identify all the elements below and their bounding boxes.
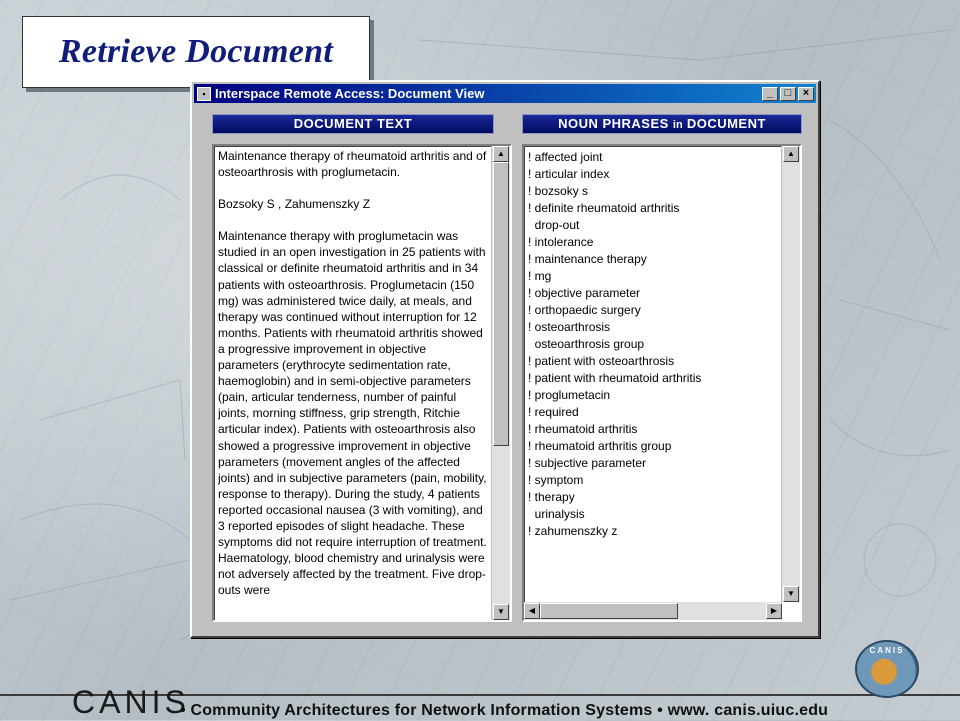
noun-phrase-item[interactable]: ! orthopaedic surgery <box>528 303 641 317</box>
document-abstract: Maintenance therapy with proglumetacin was studied in an open investigation in 25 patients with classical or definite rheumatoid arthritis and in 34 patients with osteoarthrosis. Proglumetacin (150 mg) was administered twice daily, at meals, and therapy was continued without interruption for 12 months. Patients with rheumatoid arthritis showed a progressive improvement in objective parameters (erythrocyte sedimentation rate, haemoglobin) and in semi-objective parameters (pain, articular tenderness, number of painful joints, morning stiffness, grip strength, Ritchie articular index). Patients with osteoarthrosis also showed a progressive improvement in objective parameters (movement angles of the affected joints) and in subjective parameters (pain, mobility, response to therapy). During the study, 4 patients reported occasional nausea (3 with vomiting), and 3 reported episodes of slight headache. These symptoms did not require interruption of treatment. Haematology, blood chemistry and urinalysis were not adversely affected by the treatment. Five drop-outs were <box>218 229 487 598</box>
noun-phrase-item[interactable]: ! mg <box>528 269 552 283</box>
noun-phrase-item[interactable]: ! patient with osteoarthrosis <box>528 354 675 368</box>
document-text-panel[interactable] <box>212 144 512 622</box>
np-horizontal-thumb[interactable] <box>540 603 678 619</box>
footer-brand: CANIS <box>72 684 190 720</box>
noun-phrase-list[interactable] <box>528 149 778 600</box>
noun-phrase-item[interactable]: urinalysis <box>528 507 585 521</box>
noun-phrase-item[interactable]: drop-out <box>528 218 580 232</box>
noun-phrase-item[interactable]: ! articular index <box>528 167 610 181</box>
noun-phrase-item[interactable]: ! rheumatoid arthritis group <box>528 439 672 453</box>
slide-title: Retrieve Document <box>58 33 334 70</box>
noun-phrase-item[interactable]: ! bozsoky s <box>528 184 589 198</box>
window-title: Interspace Remote Access: Document View <box>215 86 485 101</box>
minimize-button[interactable]: _ <box>762 87 778 101</box>
scroll-down-button[interactable]: ▼ <box>493 604 509 620</box>
np-scroll-up-button[interactable]: ▲ <box>783 146 799 162</box>
noun-phrase-item[interactable]: ! definite rheumatoid arthritis <box>528 201 680 215</box>
document-text-header-label: DOCUMENT TEXT <box>293 116 413 131</box>
noun-phrase-item[interactable]: ! therapy <box>528 490 575 504</box>
noun-phrase-item[interactable]: ! required <box>528 405 579 419</box>
document-vertical-scrollbar[interactable] <box>491 146 510 620</box>
noun-phrase-item[interactable]: ! rheumatoid arthritis <box>528 422 638 436</box>
noun-phrase-item[interactable]: ! affected joint <box>528 150 603 164</box>
noun-phrases-header-label: NOUN PHRASES <box>558 116 673 131</box>
document-title: Maintenance therapy of rheumatoid arthritis and of osteoarthrosis with proglumetacin. <box>218 149 487 180</box>
scroll-thumb[interactable] <box>493 162 509 446</box>
footer-tagline: • Community Architectures for Network Information Systems • www. canis.uiuc.edu <box>180 702 829 719</box>
noun-phrases-header <box>522 114 802 134</box>
noun-phrase-item[interactable]: ! maintenance therapy <box>528 252 647 266</box>
noun-phrase-item[interactable]: ! proglumetacin <box>528 388 611 402</box>
noun-phrases-header-doc: DOCUMENT <box>682 116 766 131</box>
noun-phrase-item[interactable]: ! subjective parameter <box>528 456 647 470</box>
noun-phrases-horizontal-scrollbar[interactable] <box>524 602 782 620</box>
document-authors: Bozsoky S , Zahumenszky Z <box>218 197 371 212</box>
np-scroll-left-button[interactable]: ◀ <box>524 603 540 619</box>
canis-logo-icon <box>855 640 919 698</box>
noun-phrase-item[interactable]: ! osteoarthrosis <box>528 320 611 334</box>
noun-phrases-panel[interactable] <box>522 144 802 622</box>
noun-phrases-header-in: in <box>672 119 683 131</box>
noun-phrase-item[interactable]: ! objective parameter <box>528 286 641 300</box>
noun-phrase-item[interactable]: ! patient with rheumatoid arthritis <box>528 371 702 385</box>
maximize-button[interactable]: □ <box>780 87 796 101</box>
close-button[interactable]: × <box>798 87 814 101</box>
document-text-header <box>212 114 494 134</box>
noun-phrase-item[interactable]: ! zahumenszky z <box>528 524 618 538</box>
logo-text: CANIS <box>869 646 905 655</box>
np-scroll-down-button[interactable]: ▼ <box>783 586 799 602</box>
app-menu-icon[interactable]: ▪ <box>197 87 211 101</box>
noun-phrase-item[interactable]: ! intolerance <box>528 235 594 249</box>
noun-phrase-item[interactable]: ! symptom <box>528 473 584 487</box>
noun-phrases-vertical-scrollbar[interactable] <box>781 146 800 602</box>
document-text-content <box>218 148 488 620</box>
window-titlebar[interactable] <box>194 84 816 103</box>
noun-phrase-item[interactable]: osteoarthrosis group <box>528 337 645 351</box>
document-view-window <box>190 80 820 638</box>
slide-title-box <box>22 16 370 88</box>
np-scroll-right-button[interactable]: ▶ <box>766 603 782 619</box>
scroll-up-button[interactable]: ▲ <box>493 146 509 162</box>
